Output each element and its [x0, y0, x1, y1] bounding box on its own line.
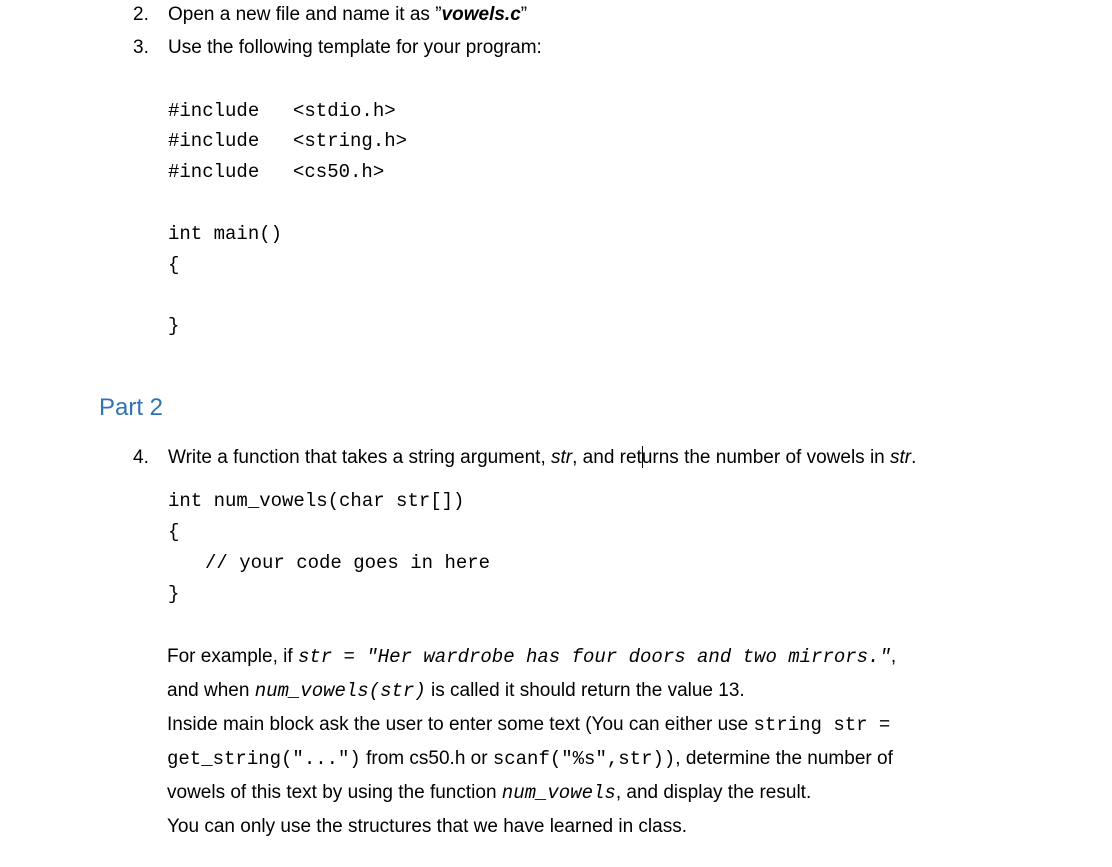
paragraph-line: vowels of this text by using the function num_vowels, and display the result. — [167, 782, 812, 804]
main-signature: int main() — [168, 223, 283, 245]
include-file: <string.h> — [293, 130, 408, 152]
paragraph-line: Inside main block ask the user to enter some text (You can either use string str = — [167, 714, 891, 736]
instruction-2-quote: ” — [520, 4, 528, 25]
paragraph-line: For example, if str = "Her wardrobe has four doors and two mirrors.", — [167, 646, 897, 668]
paragraph-line: and when num_vowels(str) is called it should return the value 13. — [167, 680, 745, 702]
code-comment: // your code goes in here — [205, 552, 491, 574]
function-close-brace: } — [168, 583, 180, 605]
str-var: str — [551, 447, 573, 468]
inline-code: scanf("%s",str)) — [492, 748, 676, 770]
inline-code: num_vowels(str) — [254, 680, 426, 702]
str-var: str — [890, 447, 912, 468]
main-open-brace: { — [168, 254, 180, 276]
section-heading-part-2: Part 2 — [99, 394, 164, 421]
function-signature: int num_vowels(char str[]) — [168, 490, 465, 512]
instruction-2 — [168, 3, 527, 27]
paragraph-line: You can only use the structures that we have learned in class. — [167, 816, 687, 837]
include-line: #include — [168, 130, 260, 152]
include-line: #include — [168, 100, 260, 122]
instruction-4: Write a function that takes a string argument, str, and returns the number of vowels in str. — [168, 447, 917, 468]
main-close-brace: } — [168, 315, 180, 337]
function-open-brace: { — [168, 521, 180, 543]
inline-code: string str = — [753, 714, 891, 736]
instruction-3: Use the following template for your program: — [168, 37, 542, 58]
inline-code: get_string("...") — [167, 748, 361, 770]
list-number-2: 2. — [133, 4, 149, 25]
example-string: "Her wardrobe has four doors and two mirrors." — [366, 646, 891, 668]
filename: vowels.c — [441, 4, 521, 25]
include-file: <cs50.h> — [293, 161, 385, 183]
list-number-4: 4. — [133, 447, 149, 468]
inline-code: num_vowels — [501, 782, 616, 804]
instruction-2-text: Open a new file and name it as ” — [168, 4, 442, 25]
paragraph-line: get_string("...") from cs50.h or scanf("%s",str)), determine the number of — [167, 748, 893, 770]
include-line: #include — [168, 161, 260, 183]
include-file: <stdio.h> — [293, 100, 396, 122]
list-number-3: 3. — [133, 37, 149, 58]
inline-code: str — [297, 646, 333, 668]
